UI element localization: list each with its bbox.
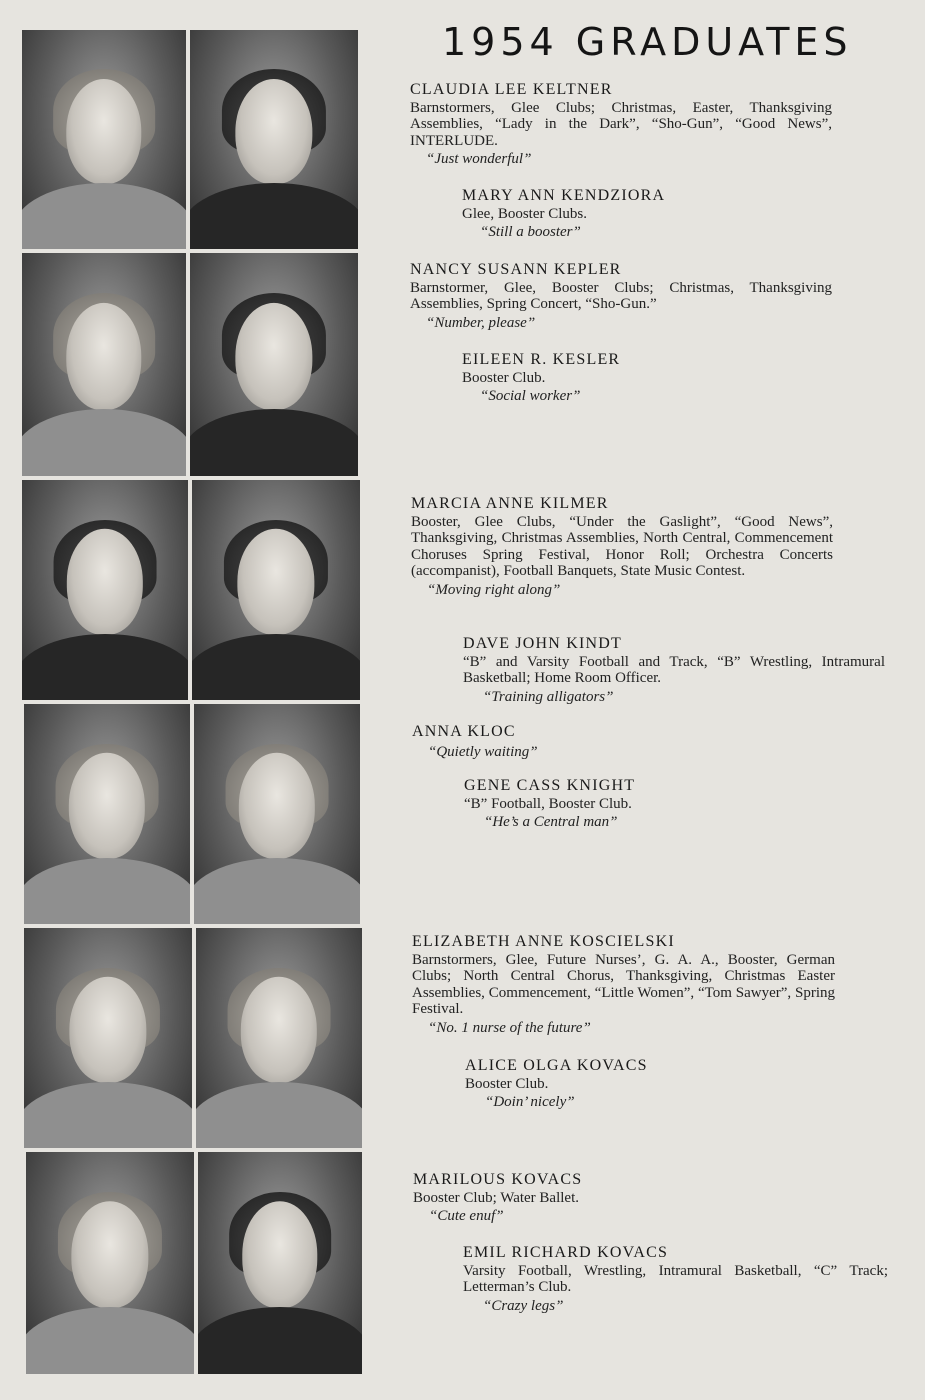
graduate-activities: “B” and Varsity Football and Track, “B” Wrestling, Intramural Basketball; Home Room Officer. — [463, 654, 885, 687]
graduate-entry — [462, 350, 842, 406]
graduate-name: GENE CASS KNIGHT — [464, 777, 636, 794]
graduate-name: NANCY SUSANN KEPLER — [410, 261, 622, 278]
graduate-name: MARILOUS KOVACS — [413, 1171, 583, 1188]
graduate-quote: “Still a booster” — [480, 224, 581, 241]
portrait-photo — [190, 30, 358, 249]
page-title: 1954 GRADUATES — [442, 20, 853, 64]
graduate-name: ELIZABETH ANNE KOSCIELSKI — [412, 933, 675, 950]
portrait-photo — [190, 253, 358, 476]
graduate-entry — [410, 80, 832, 169]
graduate-quote: “Doin’ nicely” — [485, 1094, 575, 1111]
graduate-activities: Booster Club. — [462, 370, 546, 386]
graduate-entry — [464, 776, 844, 832]
graduate-entry — [413, 1170, 793, 1226]
graduate-activities: Booster, Glee Clubs, “Under the Gaslight”, “Good News”, Thanksgiving, Christmas Assemblies, North Central, Commencement Choruses Spring Festival, Honor Roll; Orchestra Concerts (accompanist), Football Banquets, State Music Contest. — [411, 514, 833, 580]
portrait-photo — [194, 704, 360, 924]
graduate-name: DAVE JOHN KINDT — [463, 635, 623, 652]
graduate-entry — [465, 1056, 845, 1112]
graduate-quote: “Social worker” — [480, 388, 581, 405]
portrait-photo — [24, 704, 190, 924]
portrait-photo — [22, 253, 186, 476]
graduate-quote: “Number, please” — [426, 314, 536, 331]
graduate-name: ANNA KLOC — [412, 723, 516, 740]
portrait-photo — [196, 928, 362, 1148]
graduate-name: ALICE OLGA KOVACS — [465, 1057, 648, 1074]
portrait-photo — [198, 1152, 362, 1374]
graduate-entry — [410, 260, 832, 333]
graduate-name: MARY ANN KENDZIORA — [462, 187, 666, 204]
graduate-activities: Varsity Football, Wrestling, Intramural Basketball, “C” Track; Letterman’s Club. — [463, 1263, 888, 1296]
portrait-photo — [22, 480, 188, 700]
graduate-quote: “Training alligators” — [483, 688, 614, 705]
graduate-name: MARCIA ANNE KILMER — [411, 495, 609, 512]
graduate-quote: “He’s a Central man” — [484, 814, 618, 831]
portrait-photo — [22, 30, 186, 249]
graduate-activities: Booster Club. — [465, 1076, 549, 1092]
graduate-activities: Barnstormers, Glee Clubs; Christmas, Easter, Thanksgiving Assemblies, “Lady in the Dark”, “Sho-Gun”, “Good News”, INTERLUDE. — [410, 100, 832, 149]
graduate-entry — [412, 932, 835, 1038]
graduate-activities: “B” Football, Booster Club. — [464, 796, 632, 812]
graduate-activities: Glee, Booster Clubs. — [462, 206, 587, 222]
graduate-entry — [412, 722, 792, 762]
graduate-name: EMIL RICHARD KOVACS — [463, 1244, 669, 1261]
portrait-photo — [26, 1152, 194, 1374]
graduate-name: EILEEN R. KESLER — [462, 351, 621, 368]
graduate-entry — [462, 186, 842, 242]
graduate-entry — [411, 494, 833, 600]
graduate-quote: “Just wonderful” — [426, 151, 532, 168]
graduate-entry — [463, 1243, 888, 1316]
graduate-name: CLAUDIA LEE KELTNER — [410, 81, 613, 98]
graduate-quote: “No. 1 nurse of the future” — [428, 1019, 591, 1036]
graduate-quote: “Cute enuf” — [429, 1208, 504, 1225]
portrait-photo — [24, 928, 192, 1148]
graduate-quote: “Moving right along” — [427, 581, 561, 598]
portrait-photo — [192, 480, 360, 700]
graduate-entry — [463, 634, 885, 707]
graduate-quote: “Crazy legs” — [483, 1297, 564, 1314]
graduate-activities: Barnstormer, Glee, Booster Clubs; Christmas, Thanksgiving Assemblies, Spring Concert, “Sho-Gun.” — [410, 280, 832, 313]
graduate-quote: “Quietly waiting” — [428, 744, 538, 760]
graduate-activities: Barnstormers, Glee, Future Nurses’, G. A. A., Booster, German Clubs; North Central Chorus, Thanksgiving, Christmas Easter Assemblies, Commencement, “Little Women”, “Tom Sawyer”, Spring Festival. — [412, 952, 835, 1018]
graduate-activities: Booster Club; Water Ballet. — [413, 1190, 579, 1206]
